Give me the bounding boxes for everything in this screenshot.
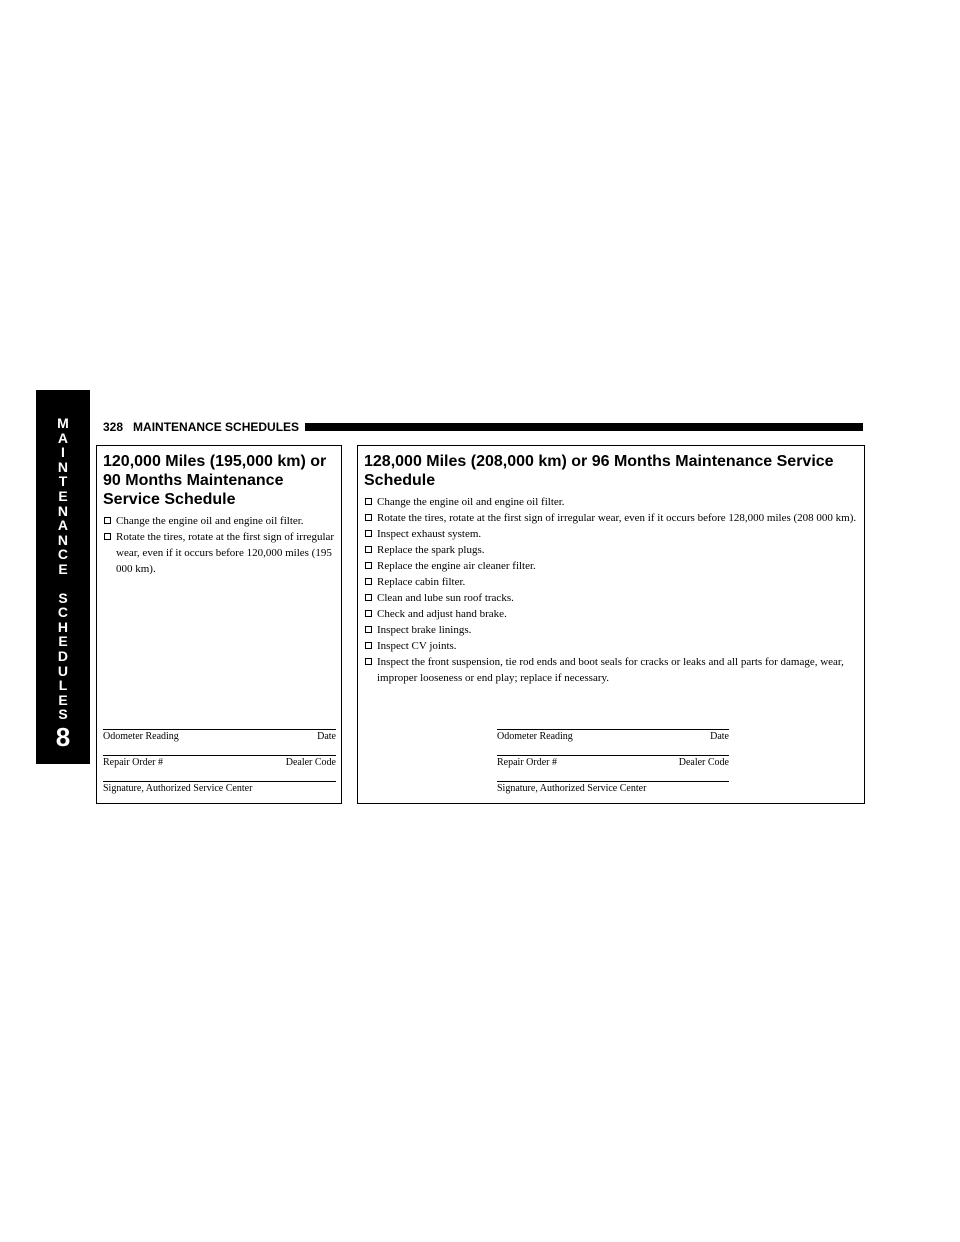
date-label: Date: [710, 731, 729, 742]
checklist-item-text: Rotate the tires, rotate at the first sign of irregular wear, even if it occurs before 128,000 miles (208 000 km).: [377, 512, 857, 524]
tab-letter: D: [57, 647, 69, 664]
page-title: MAINTENANCE SCHEDULES: [133, 420, 300, 434]
checklist-item-text: Check and adjust hand brake.: [377, 608, 507, 620]
odometer-line: [103, 729, 336, 730]
checklist-item: [364, 654, 858, 686]
schedule-box-128000: [357, 445, 865, 804]
checklist-item: [364, 606, 858, 622]
tab-letter: E: [58, 487, 68, 504]
page-header: [103, 418, 863, 436]
checkbox-icon[interactable]: [365, 626, 372, 633]
header-rule: [305, 423, 863, 431]
checklist-item: [364, 590, 858, 606]
signature-label: Signature, Authorized Service Center: [497, 783, 647, 794]
tab-letter: N: [57, 502, 69, 519]
checklist-item-text: Replace cabin filter.: [377, 576, 466, 588]
tab-letter: T: [58, 473, 68, 490]
checkbox-icon[interactable]: [365, 578, 372, 585]
chapter-number: 8: [55, 721, 71, 752]
tab-letter: S: [58, 589, 68, 606]
tab-letter: C: [57, 604, 69, 621]
checklist-item-text: Inspect CV joints.: [377, 640, 457, 652]
date-label: Date: [317, 731, 336, 742]
checklist-item: [364, 638, 858, 654]
checklist-item-text: Inspect exhaust system.: [377, 528, 482, 540]
chapter-tab: [36, 390, 90, 764]
signature-line: [103, 781, 336, 782]
tab-letter: E: [58, 560, 68, 577]
repair-order-label: Repair Order #: [103, 757, 163, 768]
checklist-item: [364, 622, 858, 638]
odometer-line: [497, 729, 729, 730]
chapter-tab-letters: [57, 416, 69, 722]
checkbox-icon[interactable]: [365, 642, 372, 649]
checklist-item-text: Replace the spark plugs.: [377, 544, 485, 556]
checklist-item: [103, 513, 335, 529]
checklist-item: [364, 494, 858, 510]
checklist-item: [364, 510, 858, 526]
checklist-item-text: Clean and lube sun roof tracks.: [377, 592, 514, 604]
dealer-code-label: Dealer Code: [285, 757, 336, 768]
checklist-item-text: Replace the engine air cleaner filter.: [377, 560, 536, 572]
odometer-label: Odometer Reading: [103, 731, 179, 742]
tab-letter: C: [57, 546, 69, 563]
checkbox-icon[interactable]: [365, 658, 372, 665]
tab-letter: N: [57, 531, 69, 548]
tab-letter: L: [58, 677, 68, 694]
tab-letter: E: [58, 633, 68, 650]
checklist: [364, 494, 858, 686]
checklist-item-text: Change the engine oil and engine oil filter.: [116, 515, 304, 527]
signature-line: [497, 781, 729, 782]
tab-letter: E: [58, 691, 68, 708]
odometer-row: [497, 731, 729, 742]
repair-order-label: Repair Order #: [497, 757, 557, 768]
checklist-item-text: Inspect the front suspension, tie rod ends and boot seals for cracks or leaks and all parts for damage, wear, improper looseness or end play; replace if necessary.: [377, 656, 844, 684]
odometer-row: [103, 731, 336, 742]
signature-label: Signature, Authorized Service Center: [103, 783, 253, 794]
checklist-item: [103, 529, 335, 577]
page-number: 328: [103, 420, 124, 434]
checklist-item: [364, 558, 858, 574]
tab-letter: M: [57, 415, 69, 431]
checkbox-icon[interactable]: [365, 530, 372, 537]
section-title: 120,000 Miles (195,000 km) or 90 Months Maintenance Service Schedule: [103, 453, 327, 508]
tab-letter: H: [57, 618, 69, 635]
repair-order-row: [103, 757, 336, 768]
schedule-box-120000: [96, 445, 342, 804]
tab-letter: I: [61, 444, 65, 461]
checkbox-icon[interactable]: [365, 594, 372, 601]
checklist-item-text: Rotate the tires, rotate at the first sign of irregular wear, even if it occurs before 120,000 miles (195 000 km).: [116, 531, 335, 575]
checklist-item: [364, 542, 858, 558]
tab-letter: U: [57, 662, 69, 679]
dealer-code-label: Dealer Code: [678, 757, 729, 768]
checkbox-icon[interactable]: [104, 533, 111, 540]
checkbox-icon[interactable]: [365, 610, 372, 617]
checklist-item-text: Change the engine oil and engine oil filter.: [377, 496, 565, 508]
repair-order-line: [497, 755, 729, 756]
repair-order-line: [103, 755, 336, 756]
checkbox-icon[interactable]: [365, 546, 372, 553]
tab-letter: N: [57, 458, 69, 475]
checkbox-icon[interactable]: [365, 562, 372, 569]
checkbox-icon[interactable]: [365, 514, 372, 521]
checklist-item: [364, 526, 858, 542]
checklist-item-text: Inspect brake linings.: [377, 624, 472, 636]
checkbox-icon[interactable]: [104, 517, 111, 524]
section-title: 128,000 Miles (208,000 km) or 96 Months Maintenance Service Schedule: [364, 453, 834, 489]
repair-order-row: [497, 757, 729, 768]
tab-letter: A: [57, 517, 69, 534]
odometer-label: Odometer Reading: [497, 731, 573, 742]
tab-letter: S: [58, 706, 68, 723]
checkbox-icon[interactable]: [365, 498, 372, 505]
checklist-item: [364, 574, 858, 590]
tab-letter: A: [57, 429, 69, 446]
checklist: [103, 513, 335, 577]
